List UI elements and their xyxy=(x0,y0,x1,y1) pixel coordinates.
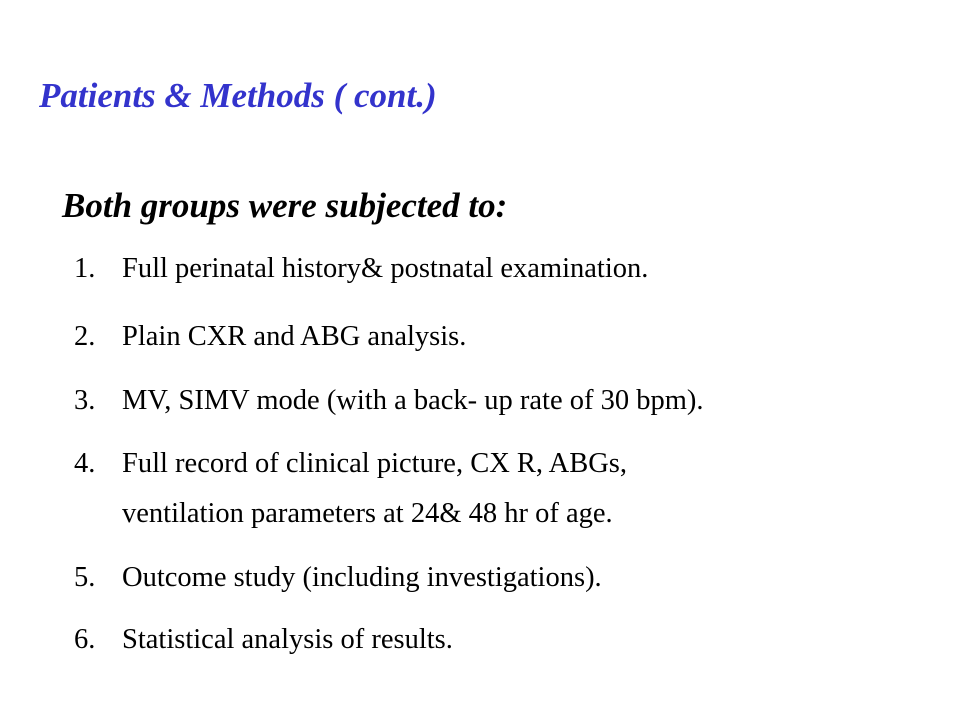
list-item-continuation: ventilation parameters at 24& 48 hr of age. xyxy=(122,498,613,529)
list-item-text: Full record of clinical picture, CX R, ABGs, xyxy=(122,448,627,479)
section-heading: Both groups were subjected to: xyxy=(62,186,508,225)
list-item-text: MV, SIMV mode (with a back- up rate of 30 bpm). xyxy=(122,385,704,416)
list-item xyxy=(74,385,704,418)
list-item-number: 3. xyxy=(74,385,96,416)
list-item xyxy=(74,253,648,286)
list-item-number: 4. xyxy=(74,448,96,479)
list-item-number: 1. xyxy=(74,253,96,284)
list-item-text: Statistical analysis of results. xyxy=(122,624,453,655)
list-item-text: Full perinatal history& postnatal examination. xyxy=(122,253,649,284)
list-item xyxy=(74,562,602,595)
list-item-number: 6. xyxy=(74,624,96,655)
list-item xyxy=(74,624,453,657)
list-item xyxy=(74,448,627,481)
list-item xyxy=(74,321,466,354)
list-item-text: Plain CXR and ABG analysis. xyxy=(122,321,467,352)
list-item-number: 2. xyxy=(74,321,96,352)
slide-title: Patients & Methods ( cont.) xyxy=(39,76,437,115)
list-item-text: Outcome study (including investigations). xyxy=(122,562,602,593)
list-item-number: 5. xyxy=(74,562,96,593)
